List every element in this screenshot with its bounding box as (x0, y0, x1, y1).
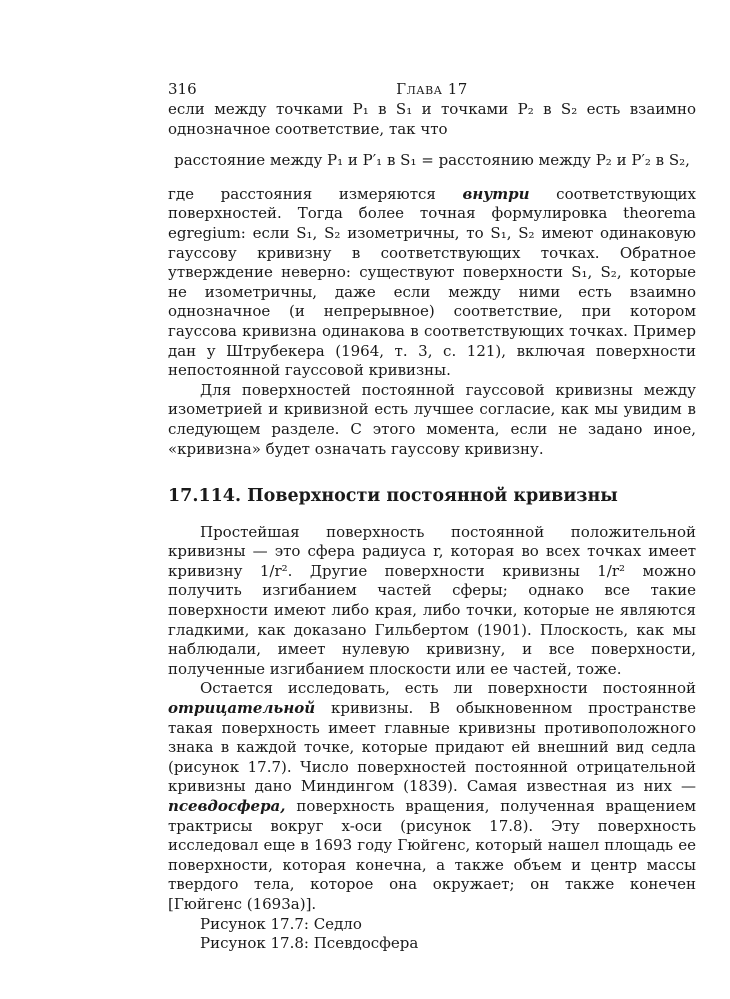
emphasis-negative: отрицательной (168, 699, 316, 718)
paragraph-section-1: Простейшая поверхность постоянной положительной кривизны — это сфера радиуса r, которая во всех точках имеет кривизну 1/r². Другие поверхности кривизны 1/r² можно получить изгибанием частей сферы; однако все такие поверхности имеют либо края, либо точки, которые не являются гладкими, как доказано Гильбертом (1901). Плоскость, как мы наблюдали, имеет нулевую кривизну, и все поверхности, полученные изгибанием плоскости или ее частей, тоже. (168, 522, 696, 678)
text-run: поверхность вращения, полученная вращением трактрисы вокруг x-оси (рисунок 17.8). Эту поверхность исследовал еще в 1693 году Гюйгенс, который нашел площадь ее поверхности, которая конечна, а также объем и центр массы твердого тела, которое она окружает; он также конечен [Гюйгенс (1693a)]. (168, 797, 696, 913)
figure-caption-pseudosphere: Рисунок 17.8: Псевдосфера (200, 934, 419, 953)
body-text (168, 100, 696, 954)
text-run: где расстояния измеряются (168, 184, 463, 203)
page (168, 78, 696, 954)
chapter-title: Глава 17 (396, 80, 468, 98)
figure-caption-saddle: Рисунок 17.7: Седло (200, 914, 362, 933)
paragraph-intro-3: Для поверхностей постоянной гауссовой кривизны между изометрией и кривизной есть лучшее согласие, как мы увидим в следующем разделе. С этого момента, если не задано иное, «кривизна» будет означать гауссову кривизну. (168, 380, 696, 458)
emphasis-inside: внутри (462, 184, 530, 203)
section-heading: 17.114. Поверхности постоянной кривизны (168, 486, 618, 507)
text-run: соответствующих поверхностей. Тогда более точная формулировка theorema egregium: если S₁, S₂ изометричны, то S₁, S₂ имеют одинаковую гауссову кривизну в соответствующих точках. Обратное утверждение неверно: существуют поверхности S₁, S₂, которые не изометричны, даже если между ними есть взаимно однозначное (и непрерывное) соответствие, при котором гауссова кривизна одинакова в соответствующих точках. Пример дан у Штрубекера (1964, т. 3, с. 121), включая поверхности непостоянной гауссовой кривизны. (168, 184, 696, 380)
text-run: Остается исследовать, есть ли поверхности постоянной (200, 679, 696, 698)
emphasis-pseudosphere: псевдосфера, (168, 797, 286, 815)
text-run: кривизны. В обыкновенном пространстве такая поверхность имеет главные кривизны противоположного знака в каждой точке, которые придают ей внешний вид седла (рисунок 17.7). Число поверхностей постоянной отрицательной кривизны дано Миндингом (1839). Самая известная из них — (168, 699, 696, 796)
page-header (168, 78, 696, 100)
paragraph-section-2 (168, 679, 696, 914)
page-number: 316 (168, 80, 197, 98)
display-formula: расстояние между P₁ и P′₁ в S₁ = расстоянию между P₂ и P′₂ в S₂, (174, 151, 690, 170)
paragraph-intro-1: если между точками P₁ в S₁ и точками P₂ в S₂ есть взаимно однозначное соответствие, так что (168, 100, 696, 138)
paragraph-intro-2 (168, 185, 696, 381)
